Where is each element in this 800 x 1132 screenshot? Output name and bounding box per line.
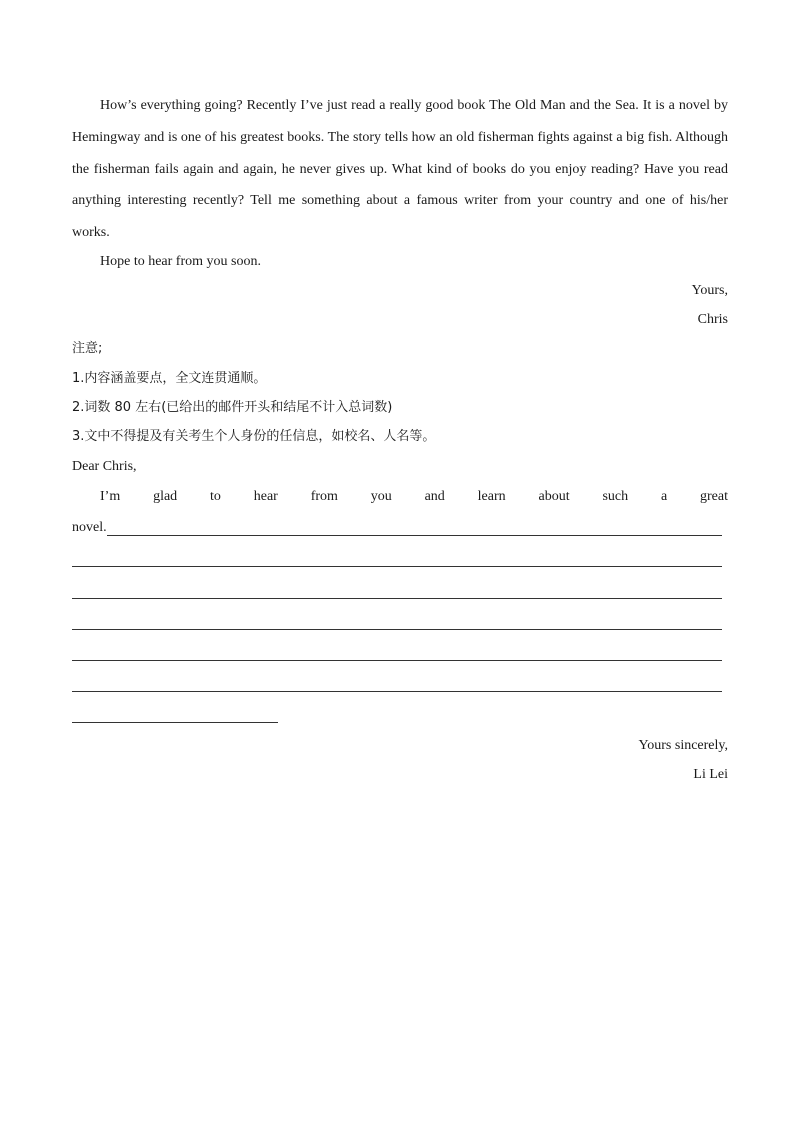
reply-word: such [602, 489, 629, 504]
reply-word: glad [153, 489, 178, 504]
reply-word: great [700, 489, 728, 504]
letter-signature: Chris [697, 312, 728, 327]
reply-opening-line [100, 488, 728, 506]
reply-word: about [538, 489, 570, 504]
reply-word: a [660, 489, 668, 504]
reply-word: hear [253, 489, 278, 504]
answer-line-5[interactable] [72, 660, 722, 661]
reply-greeting: Dear Chris, [72, 459, 137, 474]
letter-line-2: Hemingway and is one of his greatest books. The story tells how an old fisherman fights against a big fish. Although [72, 130, 728, 145]
notes-heading: 注意; [72, 341, 103, 356]
reply-word: learn [477, 489, 506, 504]
reply-word: from [310, 489, 338, 504]
answer-line-2[interactable] [72, 566, 722, 567]
reply-word: and [424, 489, 445, 504]
letter-line-4: anything interesting recently? Tell me something about a famous writer from your country and one of his/her [72, 193, 728, 208]
notes-item-2: 2.词数 80 左右(已给出的邮件开头和结尾不计入总词数) [72, 400, 393, 415]
answer-line-3[interactable] [72, 598, 722, 599]
notes-item-3: 3.文中不得提及有关考生个人身份的任信息，如校名、人名等。 [72, 429, 436, 444]
reply-signoff: Yours sincerely, [638, 738, 728, 753]
letter-closing-paragraph: Hope to hear from you soon. [100, 254, 261, 269]
answer-line-4[interactable] [72, 629, 722, 630]
notes-item-1: 1.内容涵盖要点，全文连贯通顺。 [72, 371, 267, 386]
reply-word: to [210, 489, 221, 504]
reply-word: you [370, 489, 392, 504]
reply-word: I’m [100, 489, 121, 504]
answer-line-6[interactable] [72, 691, 722, 692]
answer-line-1[interactable] [107, 535, 722, 536]
letter-line-3: the fisherman fails again and again, he never gives up. What kind of books do you enjoy reading? Have you read [72, 162, 728, 177]
letter-line-1: How’s everything going? Recently I’ve just read a really good book The Old Man and the Sea. It is a novel by [100, 98, 728, 113]
reply-signature: Li Lei [693, 767, 728, 782]
letter-signoff: Yours, [691, 283, 728, 298]
letter-line-5: works. [72, 225, 110, 240]
answer-line-7[interactable] [72, 722, 278, 723]
reply-second-line-start: novel. [72, 520, 107, 535]
